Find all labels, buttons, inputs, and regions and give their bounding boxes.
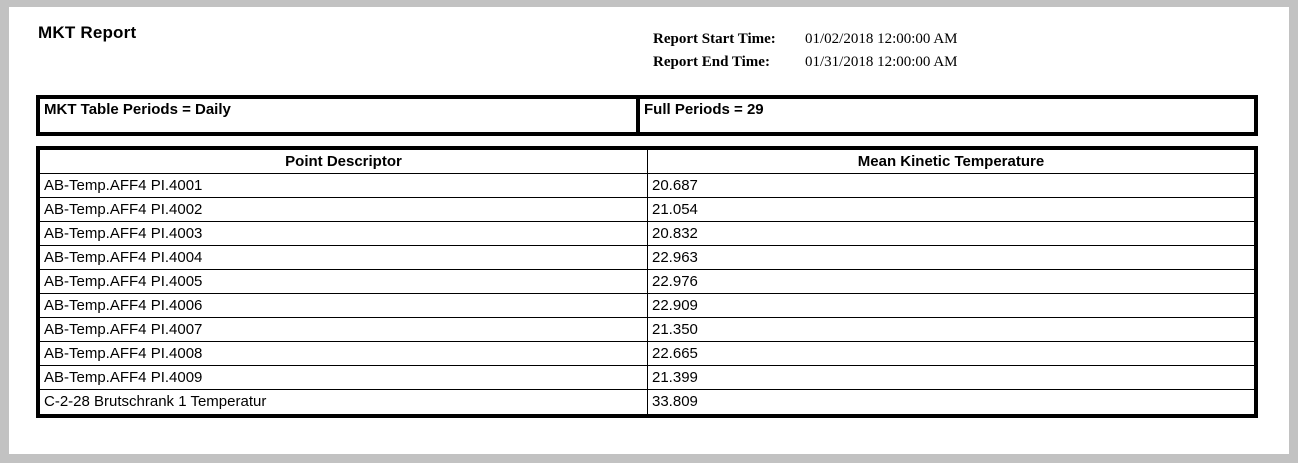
mkt-value-cell: 20.687 xyxy=(652,177,698,194)
table-row xyxy=(40,390,1254,414)
table-row xyxy=(40,294,1254,318)
mkt-value-cell: 21.054 xyxy=(652,201,698,218)
point-descriptor-cell: AB-Temp.AFF4 PI.4001 xyxy=(40,174,648,197)
mkt-table xyxy=(36,146,1258,418)
summary-full-periods: Full Periods = 29 xyxy=(644,101,764,118)
table-row xyxy=(40,174,1254,198)
table-row xyxy=(40,318,1254,342)
point-descriptor-cell: AB-Temp.AFF4 PI.4006 xyxy=(40,294,648,317)
table-row xyxy=(40,342,1254,366)
page-title: MKT Report xyxy=(38,23,137,42)
point-descriptor-cell: C-2-28 Brutschrank 1 Temperatur xyxy=(40,390,648,414)
table-row xyxy=(40,198,1254,222)
report-start-time-value: 01/02/2018 12:00:00 AM xyxy=(805,31,958,47)
table-row xyxy=(40,366,1254,390)
summary-periods: MKT Table Periods = Daily xyxy=(40,99,640,132)
table-header-row xyxy=(40,150,1254,174)
column-header-point-descriptor: Point Descriptor xyxy=(40,150,648,173)
mkt-value-cell: 22.909 xyxy=(652,297,698,314)
table-row xyxy=(40,246,1254,270)
mkt-value-cell: 21.350 xyxy=(652,321,698,338)
mkt-value-cell: 20.832 xyxy=(652,225,698,242)
mkt-value-cell: 22.665 xyxy=(652,345,698,362)
report-page xyxy=(9,7,1289,454)
point-descriptor-cell: AB-Temp.AFF4 PI.4004 xyxy=(40,246,648,269)
point-descriptor-cell: AB-Temp.AFF4 PI.4002 xyxy=(40,198,648,221)
mkt-value-cell: 21.399 xyxy=(652,369,698,386)
point-descriptor-cell: AB-Temp.AFF4 PI.4009 xyxy=(40,366,648,389)
point-descriptor-cell: AB-Temp.AFF4 PI.4003 xyxy=(40,222,648,245)
table-row xyxy=(40,222,1254,246)
report-start-time-label: Report Start Time: xyxy=(653,31,776,47)
mkt-value-cell: 22.963 xyxy=(652,249,698,266)
point-descriptor-cell: AB-Temp.AFF4 PI.4008 xyxy=(40,342,648,365)
report-end-time-value: 01/31/2018 12:00:00 AM xyxy=(805,54,958,70)
point-descriptor-cell: AB-Temp.AFF4 PI.4005 xyxy=(40,270,648,293)
table-row xyxy=(40,270,1254,294)
mkt-value-cell: 33.809 xyxy=(652,393,698,410)
column-header-mean-kinetic-temperature: Mean Kinetic Temperature xyxy=(857,153,1045,170)
point-descriptor-cell: AB-Temp.AFF4 PI.4007 xyxy=(40,318,648,341)
summary-box xyxy=(36,95,1258,136)
report-end-time-label: Report End Time: xyxy=(653,54,770,70)
mkt-value-cell: 22.976 xyxy=(652,273,698,290)
report-meta xyxy=(653,28,958,74)
